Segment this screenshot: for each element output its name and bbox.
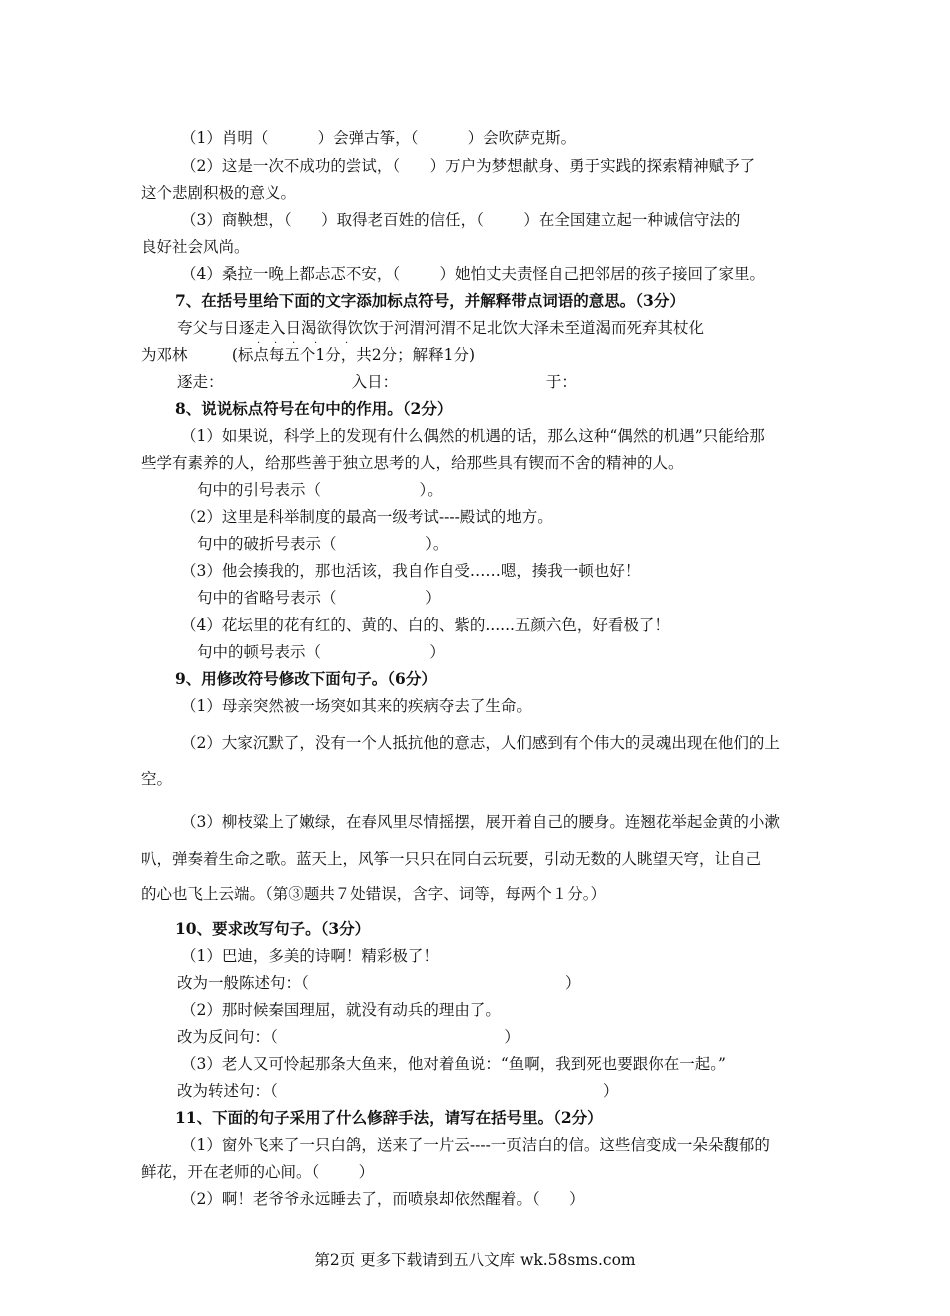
q8-item-2: （2）这里是科举制度的最高一级考试----殿试的地方。 (181, 508, 553, 526)
q11-item-2: （2）啊！老爷爷永远睡去了，而喷泉却依然醒着。（ ） (181, 1190, 585, 1208)
q7-passage-line1: 夸父与日逐走入日渴欲得饮饮于河渭河渭不足北饮大泽未至道渴而死弃其杖化 (177, 319, 705, 337)
q9-item-3-line3: 的心也飞上云端。（第③题共７处错误，含字、词等，每两个１分。） (141, 885, 607, 903)
q10-item-3-answer: 改为转述句：（ ） (177, 1082, 619, 1100)
q9-heading: 9、用修改符号修改下面句子。（6分） (175, 669, 437, 688)
q10-item-1-answer: 改为一般陈述句：（ ） (177, 974, 581, 992)
emphasis-dot: · (257, 338, 261, 349)
q9-item-2-line1: （2）大家沉默了，没有一个人抵抗他的意志，人们感到有个伟大的灵魂出现在他们的上 (181, 734, 780, 752)
q6-item-4: （4）桑拉一晚上都忐忑不安，（ ）她怕丈夫责怪自己把邻居的孩子接回了家里。 (181, 265, 766, 283)
q8-item-2-answer: 句中的破折号表示（ ）。 (197, 535, 449, 553)
q11-item-1-line2: 鲜花，开在老师的心间。（ ） (141, 1163, 375, 1181)
q8-item-3: （3）他会揍我的，那也活该，我自作自受……嗯，揍我一顿也好！ (181, 562, 641, 580)
q7-heading: 7、在括号里给下面的文字添加标点符号，并解释带点词语的意思。（3分） (175, 291, 685, 310)
q9-item-3-line1: （3）柳枝粱上了嫩绿，在春风里尽情摇摆，展开着自己的腰身。连翘花举起金黄的小漱 (181, 813, 780, 831)
q6-item-3-line2: 良好社会风尚。 (141, 238, 250, 256)
q9-item-2-line2: 空。 (141, 770, 173, 788)
q11-item-1-line1: （1）窗外飞来了一只白鸽，送来了一片云----一页洁白的信。这些信变成一朵朵馥郁的 (181, 1136, 770, 1154)
q9-item-3-line2: 叭，弹奏着生命之歌。蓝天上，风筝一只只在同白云玩要，引动无数的人眺望天穹，让自己 (141, 850, 762, 868)
q10-item-2: （2）那时候秦国理屈，就没有动兵的理由了。 (181, 1001, 501, 1019)
q10-item-2-answer: 改为反问句：（ ） (177, 1028, 520, 1046)
q10-item-3: （3）老人又可怜起那条大鱼来，他对着鱼说：“鱼啊，我到死也要跟你在一起。” (181, 1055, 726, 1073)
q7-passage-line2: 为邓林 (标点每五个1分，共2分；解释1分) (141, 346, 476, 364)
page-footer: 第2页 更多下载请到五八文库 wk.58sms.com (314, 1251, 636, 1269)
q8-item-4-answer: 句中的顿号表示（ ） (197, 643, 445, 661)
q8-item-3-answer: 句中的省略号表示（ ） (197, 589, 441, 607)
emphasis-dot: · (314, 338, 318, 349)
q9-item-1: （1）母亲突然被一场突如其来的疾病夺去了生命。 (181, 697, 532, 715)
q8-heading: 8、说说标点符号在句中的作用。（2分） (175, 399, 453, 418)
q10-item-1: （1）巴迪，多美的诗啊！精彩极了！ (181, 947, 439, 965)
q6-item-2-line2: 这个悲剧积极的意义。 (141, 184, 297, 202)
q8-item-4: （4）花坛里的花有红的、黄的、白的、紫的......五颜六色，好看极了！ (181, 616, 670, 634)
q11-heading: 11、下面的句子采用了什么修辞手法，请写在括号里。（2分） (175, 1108, 603, 1127)
q6-item-3-line1: （3）商鞅想，（ ）取得老百姓的信任，（ ）在全国建立起一种诚信守法的 (181, 211, 741, 229)
q8-item-1-line1: （1）如果说，科学上的发现有什么偶然的机遇的话，那么这种“偶然的机遇”只能给那 (181, 427, 765, 445)
q10-heading: 10、要求改写句子。（3分） (175, 919, 371, 938)
emphasis-dot: · (345, 338, 349, 349)
emphasis-dot: · (292, 338, 296, 349)
q6-item-2-line1: （2）这是一次不成功的尝试，（ ）万户为梦想献身、勇于实践的探索精神赋予了 (181, 157, 756, 175)
q8-item-1-line2: 些学有素养的人，给那些善于独立思考的人，给那些具有锲而不舍的精神的人。 (141, 454, 684, 472)
q7-answer-fields: 逐走： 入日： 于： (177, 373, 577, 391)
q8-item-1-answer: 句中的引号表示（ ）。 (197, 481, 443, 499)
emphasis-dot: · (274, 338, 278, 349)
q6-item-1: （1）肖明（ ）会弹古筝，（ ）会吹萨克斯。 (181, 129, 577, 147)
